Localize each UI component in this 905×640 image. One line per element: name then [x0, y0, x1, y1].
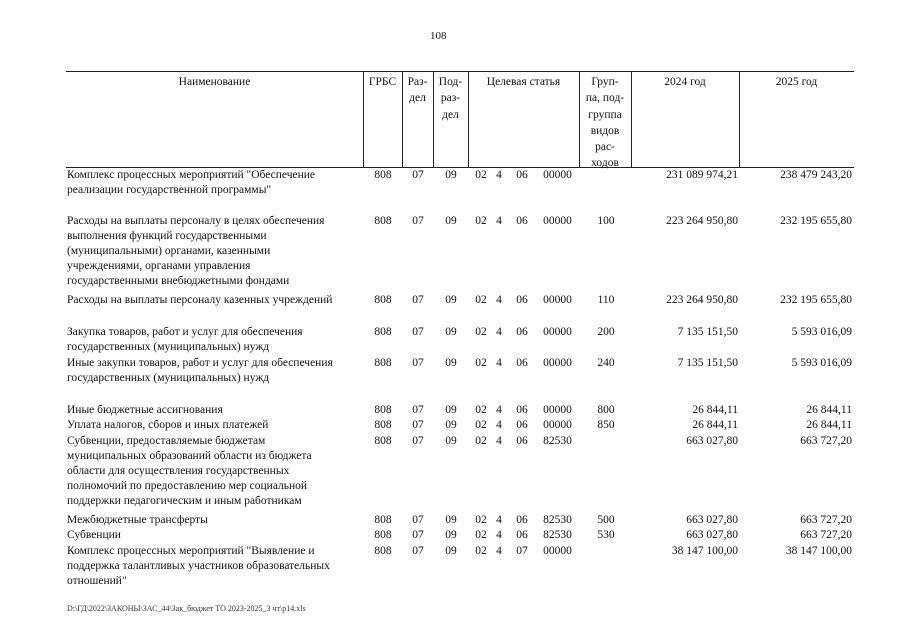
- row-name-cell: [67, 293, 362, 308]
- amount-2024-cell: 7 135 151,50: [677, 357, 738, 369]
- razdel-cell: 07: [412, 529, 424, 541]
- header-year-2025: 2025 год: [775, 76, 818, 88]
- podrazdel-cell: 09: [445, 169, 457, 181]
- grbs-cell: 808: [374, 294, 392, 306]
- header-name: Наименование: [178, 76, 251, 88]
- row-name-line: Комплекс процессных мероприятий "Обеспечение: [67, 169, 316, 181]
- row-name-line: области для осуществления государственных: [67, 464, 290, 477]
- target-program-cell: 02: [475, 404, 487, 416]
- razdel-cell: 07: [412, 215, 424, 227]
- row-name-line: отношений": [67, 574, 127, 587]
- target-program-cell: 02: [475, 357, 487, 369]
- amount-2024-cell: 663 027,80: [686, 514, 738, 526]
- row-name-line: Расходы на выплаты персоналу казенных учреждений: [67, 294, 333, 306]
- target-complex-cell: 06: [516, 326, 528, 338]
- target-type-cell: 4: [496, 435, 502, 447]
- amount-2025-cell: 5 593 016,09: [791, 357, 852, 369]
- header-expense-group: Груп- па, под- группа видов рас- ходов: [585, 76, 625, 170]
- expense-group-cell: 100: [597, 215, 615, 227]
- expense-group-cell: 850: [597, 419, 615, 431]
- amount-2025-cell: 663 727,20: [800, 514, 852, 526]
- target-direction-cell: 82530: [543, 529, 572, 541]
- row-name-line: Иные бюджетные ассигнования: [67, 404, 223, 416]
- row-name-line: выполнения функций государственными: [67, 229, 267, 242]
- podrazdel-cell: 09: [445, 435, 457, 447]
- amount-2025-cell: 38 147 100,00: [785, 545, 852, 557]
- amount-2024-cell: 223 264 950,80: [666, 215, 738, 227]
- target-program-cell: 02: [475, 529, 487, 541]
- target-program-cell: 02: [475, 545, 487, 557]
- grbs-cell: 808: [374, 404, 392, 416]
- target-direction-cell: 82530: [543, 435, 572, 447]
- target-complex-cell: 06: [516, 529, 528, 541]
- grbs-cell: 808: [374, 357, 392, 369]
- amount-2025-cell: 232 195 655,80: [780, 294, 852, 306]
- grbs-cell: 808: [374, 169, 392, 181]
- grbs-cell: 808: [374, 215, 392, 227]
- row-name-cell: [67, 544, 362, 589]
- target-type-cell: 4: [496, 514, 502, 526]
- row-name-line: Субвенции: [67, 529, 121, 541]
- razdel-cell: 07: [412, 357, 424, 369]
- header-podrazdel: Под- раз- дел: [438, 76, 463, 121]
- amount-2025-cell: 663 727,20: [800, 529, 852, 541]
- target-type-cell: 4: [496, 545, 502, 557]
- target-type-cell: 4: [496, 294, 502, 306]
- target-complex-cell: 06: [516, 419, 528, 431]
- target-program-cell: 02: [475, 215, 487, 227]
- podrazdel-cell: 09: [445, 404, 457, 416]
- row-name-cell: [67, 325, 362, 355]
- podrazdel-cell: 09: [445, 294, 457, 306]
- target-complex-cell: 06: [516, 357, 528, 369]
- row-name-line: реализации государственной программы": [67, 183, 272, 196]
- amount-2025-cell: 5 593 016,09: [791, 326, 852, 338]
- podrazdel-cell: 09: [445, 215, 457, 227]
- header-razdel: Раз- дел: [407, 76, 428, 105]
- row-name-line: государственных (муниципальных) нужд: [67, 340, 270, 353]
- grbs-cell: 808: [374, 326, 392, 338]
- header-year-2024: 2024 год: [664, 76, 706, 88]
- podrazdel-cell: 09: [445, 357, 457, 369]
- amount-2025-cell: 232 195 655,80: [780, 215, 852, 227]
- amount-2025-cell: 26 844,11: [806, 419, 852, 431]
- target-complex-cell: 06: [516, 215, 528, 227]
- target-complex-cell: 07: [516, 545, 528, 557]
- target-direction-cell: 00000: [543, 357, 572, 369]
- target-complex-cell: 06: [516, 294, 528, 306]
- row-name-cell: [67, 418, 362, 433]
- amount-2024-cell: 231 089 974,21: [666, 169, 738, 181]
- amount-2024-cell: 26 844,11: [692, 404, 738, 416]
- row-name-line: Закупка товаров, работ и услуг для обеспечения: [67, 326, 303, 338]
- row-name-line: полномочий по предоставлению мер социальной: [67, 479, 308, 492]
- amount-2024-cell: 663 027,80: [686, 435, 738, 447]
- target-complex-cell: 06: [516, 435, 528, 447]
- expense-group-cell: 240: [597, 357, 615, 369]
- target-type-cell: 4: [496, 404, 502, 416]
- target-program-cell: 02: [475, 419, 487, 431]
- grbs-cell: 808: [374, 545, 392, 557]
- header-grbs: ГРБС: [368, 76, 397, 88]
- row-name-line: поддержки педагогическим и иным работникам: [67, 494, 302, 507]
- row-name-cell: [67, 434, 362, 509]
- row-name-cell: [67, 168, 362, 198]
- podrazdel-cell: 09: [445, 419, 457, 431]
- target-program-cell: 02: [475, 326, 487, 338]
- row-name-line: Комплекс процессных мероприятий "Выявление и: [67, 545, 315, 557]
- row-name-cell: [67, 528, 362, 543]
- row-name-line: Иные закупки товаров, работ и услуг для обеспечения: [67, 357, 333, 369]
- grbs-cell: 808: [374, 529, 392, 541]
- amount-2025-cell: 663 727,20: [800, 435, 852, 447]
- target-type-cell: 4: [496, 169, 502, 181]
- row-name-cell: [67, 214, 362, 289]
- amount-2024-cell: 223 264 950,80: [666, 294, 738, 306]
- page-number: 108: [430, 30, 447, 42]
- expense-group-cell: 110: [597, 294, 615, 306]
- target-type-cell: 4: [496, 215, 502, 227]
- amount-2024-cell: 38 147 100,00: [671, 545, 738, 557]
- razdel-cell: 07: [412, 404, 424, 416]
- row-name-line: поддержка талантливых участников образовательных: [67, 559, 330, 572]
- podrazdel-cell: 09: [445, 545, 457, 557]
- target-complex-cell: 06: [516, 169, 528, 181]
- target-direction-cell: 00000: [543, 326, 572, 338]
- target-program-cell: 02: [475, 294, 487, 306]
- expense-group-cell: 530: [597, 529, 615, 541]
- file-path-footer: D:\ГД\2022\ЗАКОНЫ\ЗАС_44\Зак_бюджет ТО 2023-2025_3 чт\р14.xls: [67, 604, 306, 613]
- row-name-cell: [67, 513, 362, 528]
- razdel-cell: 07: [412, 326, 424, 338]
- row-name-cell: [67, 356, 362, 386]
- row-name-line: государственных (муниципальных) нужд: [67, 371, 270, 384]
- podrazdel-cell: 09: [445, 529, 457, 541]
- target-direction-cell: 00000: [543, 419, 572, 431]
- row-name-cell: [67, 403, 362, 418]
- target-program-cell: 02: [475, 514, 487, 526]
- row-name-line: Межбюджетные трансферты: [67, 514, 208, 526]
- row-name-line: (муниципальными) органами, казенными: [67, 244, 271, 257]
- grbs-cell: 808: [374, 435, 392, 447]
- razdel-cell: 07: [412, 435, 424, 447]
- razdel-cell: 07: [412, 419, 424, 431]
- row-name-line: Расходы на выплаты персоналу в целях обеспечения: [67, 215, 325, 227]
- table-header: [66, 71, 854, 168]
- podrazdel-cell: 09: [445, 514, 457, 526]
- amount-2024-cell: 26 844,11: [692, 419, 738, 431]
- target-type-cell: 4: [496, 357, 502, 369]
- target-complex-cell: 06: [516, 404, 528, 416]
- target-type-cell: 4: [496, 419, 502, 431]
- razdel-cell: 07: [412, 169, 424, 181]
- expense-group-cell: 500: [597, 514, 615, 526]
- target-direction-cell: 00000: [543, 545, 572, 557]
- podrazdel-cell: 09: [445, 326, 457, 338]
- amount-2024-cell: 7 135 151,50: [677, 326, 738, 338]
- row-name-line: Субвенции, предоставляемые бюджетам: [67, 435, 266, 447]
- target-program-cell: 02: [475, 435, 487, 447]
- razdel-cell: 07: [412, 545, 424, 557]
- target-program-cell: 02: [475, 169, 487, 181]
- grbs-cell: 808: [374, 419, 392, 431]
- razdel-cell: 07: [412, 294, 424, 306]
- razdel-cell: 07: [412, 514, 424, 526]
- expense-group-cell: 200: [597, 326, 615, 338]
- expense-group-cell: 800: [597, 404, 615, 416]
- row-name-line: учреждениями, органами управления: [67, 259, 251, 272]
- row-name-line: муниципальных образований области из бюджета: [67, 449, 312, 462]
- target-type-cell: 4: [496, 326, 502, 338]
- amount-2024-cell: 663 027,80: [686, 529, 738, 541]
- row-name-line: Уплата налогов, сборов и иных платежей: [67, 419, 269, 431]
- amount-2025-cell: 26 844,11: [806, 404, 852, 416]
- target-direction-cell: 82530: [543, 514, 572, 526]
- target-direction-cell: 00000: [543, 169, 572, 181]
- amount-2025-cell: 238 479 243,20: [780, 169, 852, 181]
- header-target-article: Целевая статья: [486, 76, 561, 88]
- target-complex-cell: 06: [516, 514, 528, 526]
- grbs-cell: 808: [374, 514, 392, 526]
- target-type-cell: 4: [496, 529, 502, 541]
- row-name-line: государственными внебюджетными фондами: [67, 274, 290, 287]
- target-direction-cell: 00000: [543, 294, 572, 306]
- target-direction-cell: 00000: [543, 404, 572, 416]
- target-direction-cell: 00000: [543, 215, 572, 227]
